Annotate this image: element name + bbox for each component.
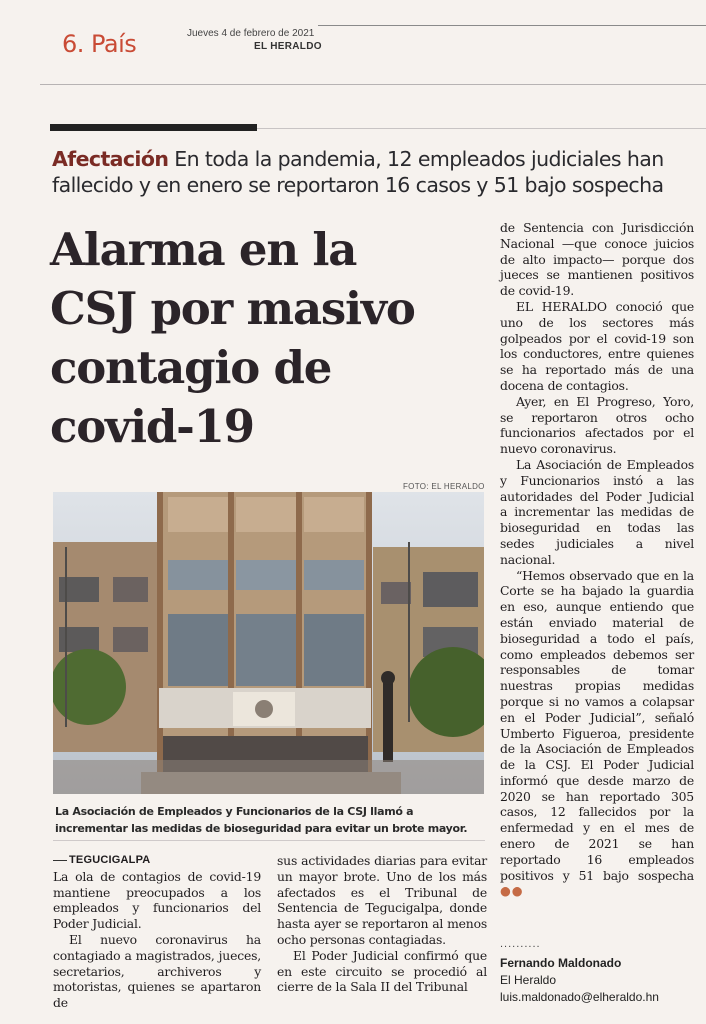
- dateline-dash: [53, 860, 67, 861]
- header-divider: [40, 84, 706, 85]
- byline-separator: ..........: [500, 938, 541, 950]
- article-column-3: [500, 220, 694, 899]
- kicker-rule: [257, 128, 706, 129]
- kicker-bar: [50, 124, 257, 131]
- headline-line: covid-19: [50, 400, 254, 453]
- author-name: Fernando Maldonado: [500, 956, 622, 970]
- kicker-label: Afectación: [52, 147, 169, 171]
- building-illustration: [53, 492, 484, 794]
- paragraph: de Sentencia con Jurisdicción Nacional —que conoce juicios de alto impacto— porque dos jueces se mantienen positivos de covid-19.: [500, 220, 694, 299]
- headline-line: Alarma en la: [50, 223, 357, 276]
- kicker-text: En toda la pandemia, 12 empleados judiciales han fallecido y en enero se reportaron 16 casos y 51 bajo sospecha: [52, 147, 664, 197]
- dateline-place: [53, 853, 261, 869]
- paragraph: El nuevo coronavirus ha contagiado a magistrados, jueces, secretarios, archiveros y motoristas, quienes se apartaron de: [53, 931, 261, 1011]
- paragraph: EL HERALDO conoció que uno de los sectores más golpeados por el covid-19 son los conductores, entre quienes se ha reportado más de una docena de contagios.: [500, 298, 694, 393]
- paragraph: El Poder Judicial confirmó que en este circuito se procedió al cierre de la Sala II del Tribunal: [277, 947, 487, 995]
- header-rule: [318, 25, 706, 26]
- paragraph: [500, 568, 694, 900]
- photo-caption: La Asociación de Empleados y Funcionarios de la CSJ llamó a incrementar las medidas de bioseguridad para evitar un brote mayor.: [55, 805, 468, 835]
- article-column-1: [53, 853, 261, 1011]
- issue-date: Jueves 4 de febrero de 2021: [187, 28, 315, 39]
- caption-divider: [53, 840, 485, 841]
- photo-credit: FOTO: EL HERALDO: [403, 482, 485, 491]
- place-label: TEGUCIGALPA: [69, 854, 151, 866]
- byline: [500, 955, 700, 1006]
- paragraph: La ola de contagios de covid-19 mantiene preocupados a los empleados y funcionarios del Poder Judicial.: [53, 868, 261, 932]
- newspaper-name: EL HERALDO: [254, 41, 322, 52]
- paragraph: La Asociación de Empleados y Funcionarios instó a las autoridades del Poder Judicial a incrementar las medidas de bioseguridad en todas las sedes judiciales a nivel nacional.: [500, 456, 694, 567]
- article-column-2: [277, 853, 487, 995]
- section-title: 6. País: [62, 30, 137, 58]
- kicker: [52, 146, 692, 198]
- court-building-photo: [53, 492, 484, 794]
- paragraph: sus actividades diarias para evitar un mayor brote. Uno de los más afectados es el Tribunal de Sentencia de Tegucigalpa, donde hasta ayer se reportaron al menos ocho personas contagiadas.: [277, 853, 487, 947]
- headline: [50, 220, 490, 456]
- end-mark: ●●: [500, 883, 524, 899]
- author-outlet: El Heraldo: [500, 973, 557, 987]
- author-email: luis.maldonado@elheraldo.hn: [500, 990, 659, 1004]
- headline-line: CSJ por masivo: [50, 282, 415, 335]
- paragraph: Ayer, en El Progreso, Yoro, se reportaron otros ocho funcionarios afectados por el nuevo coronavirus.: [500, 393, 694, 457]
- paragraph-text: “Hemos observado que en la Corte se ha bajado la guardia en eso, aunque entiendo que están enviado material de bioseguridad a todo el país, como empleados debemos ser responsables de tomar nuestras propias medidas porque si no vamos a colapsar en el Poder Judicial”, señaló Umberto Figueroa, presidente de la Asociación de Empleados de la CSJ. El Poder Judicial informó que desde marzo de 2020 se han reportado 305 casos, 12 fallecidos por la enfermedad y en el mes de enero de 2021 se han reportado 16 empleados positivos y 51 bajo sospecha: [500, 567, 694, 883]
- headline-line: contagio de: [50, 341, 332, 394]
